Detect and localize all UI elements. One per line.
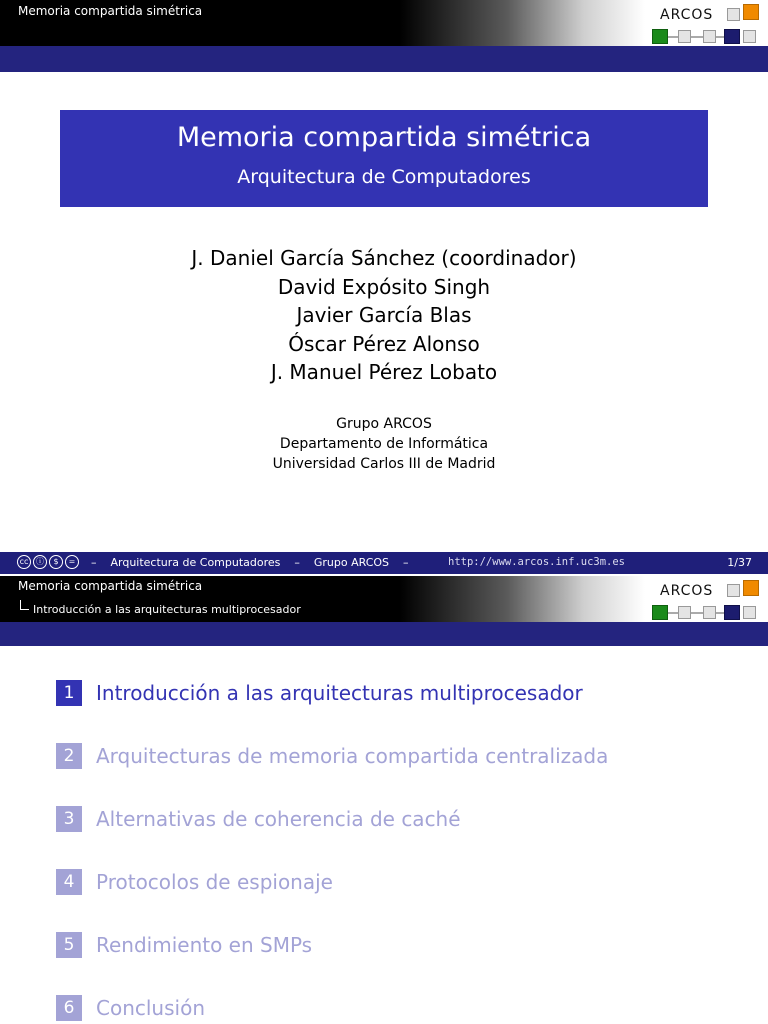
arcos-logo — [660, 578, 768, 624]
outline-item-number: 2 — [56, 743, 82, 769]
author-name: Javier García Blas — [296, 303, 472, 327]
header-band — [0, 46, 768, 72]
section-hook-icon — [20, 600, 29, 610]
outline-item[interactable] — [56, 869, 333, 895]
slide-header-bar — [0, 576, 768, 598]
outline-item-label: Conclusión — [96, 996, 205, 1020]
logo-link — [716, 36, 724, 38]
presentation-title: Memoria compartida simétrica — [176, 122, 592, 153]
outline-item[interactable] — [56, 680, 583, 706]
author-list — [0, 244, 768, 387]
institution-department: Departamento de Informática — [279, 436, 489, 452]
logo-cube-orange-icon — [743, 580, 759, 596]
outline-item-label: Arquitecturas de memoria compartida centralizada — [96, 744, 609, 768]
outline-item-number: 6 — [56, 995, 82, 1021]
by-icon: ⓘ — [33, 555, 47, 569]
cc-icon: cc — [17, 555, 31, 569]
outline-item-label: Alternativas de coherencia de caché — [96, 807, 461, 831]
logo-cube-icon — [743, 606, 756, 619]
outline-item-label: Rendimiento en SMPs — [96, 933, 313, 957]
outline-item[interactable] — [56, 806, 461, 832]
outline-item[interactable] — [56, 932, 312, 958]
logo-cube-icon — [703, 30, 716, 43]
logo-cube-icon — [727, 8, 740, 21]
institution-group: Grupo ARCOS — [336, 416, 432, 432]
logo-link — [668, 612, 678, 614]
outline-item-number: 3 — [56, 806, 82, 832]
logo-link — [691, 36, 703, 38]
logo-text: ARCOS — [660, 7, 714, 23]
footer-url[interactable]: http://www.arcos.inf.uc3m.es — [448, 556, 626, 568]
logo-text: ARCOS — [660, 583, 714, 599]
institution-university: Universidad Carlos III de Madrid — [272, 456, 496, 472]
author-name: David Expósito Singh — [277, 274, 491, 299]
outline-item-number: 4 — [56, 869, 82, 895]
logo-link — [716, 612, 724, 614]
outline-item-number: 5 — [56, 932, 82, 958]
logo-cube-navy-icon — [724, 605, 740, 620]
logo-cube-green-icon — [652, 29, 668, 44]
logo-link — [668, 36, 678, 38]
logo-cube-navy-icon — [724, 29, 740, 44]
slide-outline — [0, 552, 768, 1024]
presentation-subtitle: Arquitectura de Computadores — [237, 166, 531, 188]
author-name: J. Daniel García Sánchez (coordinador) — [191, 246, 577, 270]
outline-item-number: 1 — [56, 680, 82, 706]
slide-header-bar — [0, 0, 768, 24]
logo-link — [691, 612, 703, 614]
footer-text: – Arquitectura de Computadores – Grupo ARCOS – — [91, 556, 409, 569]
institution — [0, 414, 768, 474]
header-section: Introducción a las arquitecturas multiprocesador — [33, 603, 301, 616]
logo-cube-green-icon — [652, 605, 668, 620]
outline-item[interactable] — [56, 995, 205, 1021]
nc-icon: $ — [49, 555, 63, 569]
logo-cube-icon — [678, 30, 691, 43]
title-block — [60, 110, 708, 207]
header-title: Memoria compartida simétrica — [18, 4, 203, 18]
slide-footer — [0, 552, 768, 574]
logo-cube-icon — [703, 606, 716, 619]
logo-cube-icon — [743, 30, 756, 43]
header-title: Memoria compartida simétrica — [18, 579, 203, 593]
nd-icon: = — [65, 555, 79, 569]
outline-item-label: Introducción a las arquitecturas multiprocesador — [96, 681, 583, 705]
author-name: Óscar Pérez Alonso — [288, 331, 480, 356]
logo-cube-orange-icon — [743, 4, 759, 20]
license-icons — [17, 555, 79, 569]
page-number: 1/37 — [727, 556, 752, 569]
author-name: J. Manuel Pérez Lobato — [270, 360, 498, 384]
arcos-logo — [660, 2, 768, 48]
logo-cube-icon — [727, 584, 740, 597]
logo-cube-icon — [678, 606, 691, 619]
outline-item[interactable] — [56, 743, 608, 769]
header-band — [0, 622, 768, 646]
outline-item-label: Protocolos de espionaje — [96, 870, 333, 894]
